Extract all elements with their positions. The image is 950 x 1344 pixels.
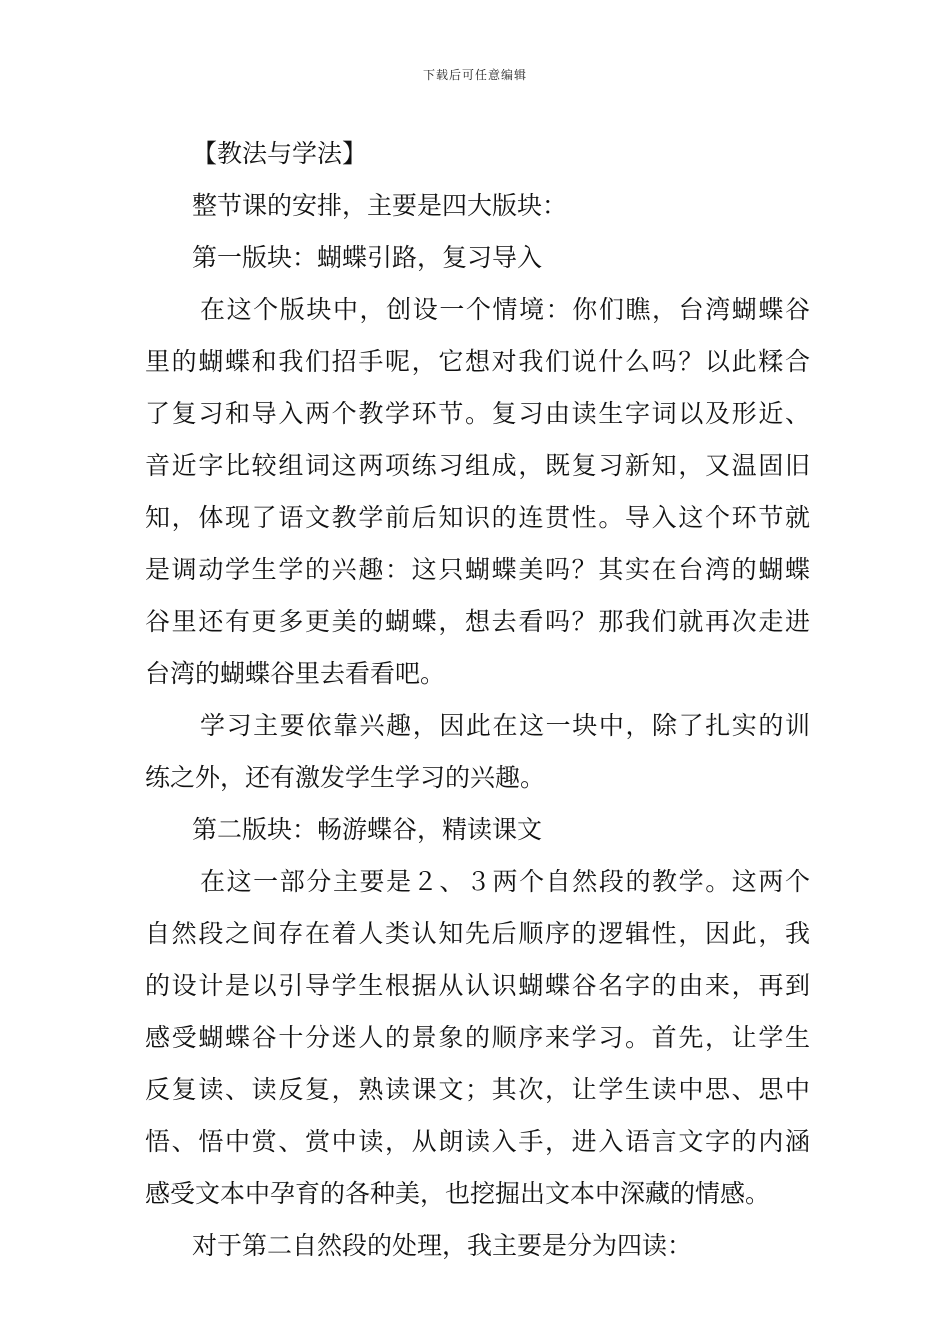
paragraph-line: 自然段之间存在着人类认知先后顺序的逻辑性，因此，我 xyxy=(145,919,810,948)
paragraph-line: 谷里还有更多更美的蝴蝶，想去看吗？那我们就再次走进 xyxy=(145,607,810,636)
header-note: 下载后可任意编辑 xyxy=(422,68,527,82)
paragraph-line: 感受蝴蝶谷十分迷人的景象的顺序来学习。首先，让学生 xyxy=(145,1023,810,1052)
paragraph-line: 的设计是以引导学生根据从认识蝴蝶谷名字的由来，再到 xyxy=(145,971,810,1000)
paragraph-line: 知，体现了语文教学前后知识的连贯性。导入这个环节就 xyxy=(145,503,810,532)
paragraph-line: 在这个版块中，创设一个情境：你们瞧，台湾蝴蝶谷 xyxy=(200,295,810,324)
paragraph-line: 感受文本中孕育的各种美，也挖掘出文本中深藏的情感。 xyxy=(145,1179,771,1208)
paragraph-line: 音近字比较组词这两项练习组成，既复习新知，又温固旧 xyxy=(145,451,810,480)
paragraph-line: 学习主要依靠兴趣，因此在这一块中，除了扎实的训 xyxy=(200,711,810,740)
paragraph-line: 对于第二自然段的处理，我主要是分为四读： xyxy=(192,1231,693,1260)
paragraph-line: 在这一部分主要是２、３两个自然段的教学。这两个 xyxy=(200,867,810,896)
paragraph-line: 练之外，还有激发学生学习的兴趣。 xyxy=(145,763,546,792)
section-heading: 【教法与学法】 xyxy=(192,139,368,168)
paragraph-line: 反复读、读反复，熟读课文；其次，让学生读中思、思中 xyxy=(145,1075,810,1104)
section-heading: 第一版块：蝴蝶引路，复习导入 xyxy=(192,243,543,272)
paragraph-line: 是调动学生学的兴趣：这只蝴蝶美吗？其实在台湾的蝴蝶 xyxy=(145,555,810,584)
document-body xyxy=(145,128,810,1272)
paragraph-line: 整节课的安排，主要是四大版块： xyxy=(192,191,568,220)
paragraph-line: 悟、悟中赏、赏中读，从朗读入手，进入语言文字的内涵 xyxy=(145,1127,810,1156)
paragraph-line: 台湾的蝴蝶谷里去看看吧。 xyxy=(145,659,446,688)
paragraph-line: 了复习和导入两个教学环节。复习由读生字词以及形近、 xyxy=(145,399,810,428)
paragraph-line: 里的蝴蝶和我们招手呢，它想对我们说什么吗？以此糅合 xyxy=(145,347,810,376)
section-heading: 第二版块：畅游蝶谷，精读课文 xyxy=(192,815,543,844)
